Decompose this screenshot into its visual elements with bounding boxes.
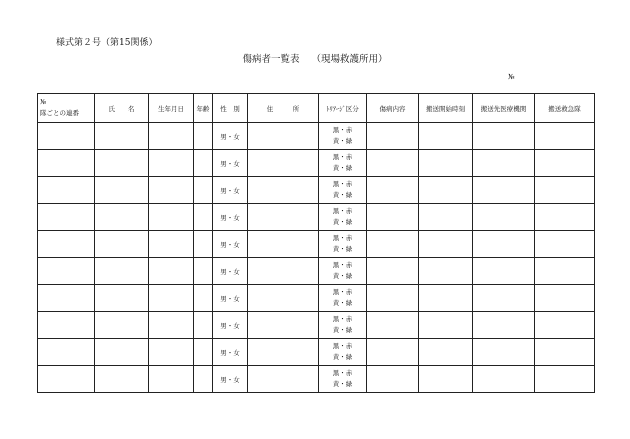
- cell-sex[interactable]: 男・女: [213, 366, 248, 393]
- header-transport-team: 搬送救急隊: [535, 94, 595, 123]
- cell-name[interactable]: [95, 339, 149, 366]
- cell-sex[interactable]: 男・女: [213, 204, 248, 231]
- triage-option-2: 黄・緑: [332, 164, 353, 172]
- cell-destination[interactable]: [473, 177, 535, 204]
- cell-address[interactable]: [248, 285, 319, 312]
- cell-sex[interactable]: 男・女: [213, 258, 248, 285]
- cell-serial[interactable]: [38, 204, 95, 231]
- cell-dob[interactable]: [149, 231, 194, 258]
- cell-injury[interactable]: [367, 150, 419, 177]
- cell-address[interactable]: [248, 123, 319, 150]
- cell-name[interactable]: [95, 285, 149, 312]
- header-dob: 生年月日: [149, 94, 194, 123]
- cell-transport-start[interactable]: [419, 312, 473, 339]
- cell-transport-team[interactable]: [535, 177, 595, 204]
- cell-transport-team[interactable]: [535, 231, 595, 258]
- cell-sex[interactable]: 男・女: [213, 177, 248, 204]
- header-address: 住 所: [248, 94, 319, 123]
- cell-dob[interactable]: [149, 339, 194, 366]
- cell-address[interactable]: [248, 339, 319, 366]
- triage-option-1: 黒・赤: [332, 234, 353, 242]
- cell-destination[interactable]: [473, 366, 535, 393]
- table-row: [38, 285, 595, 312]
- triage-option-2: 黄・緑: [332, 353, 353, 361]
- cell-dob[interactable]: [149, 150, 194, 177]
- header-sex: 性 別: [213, 94, 248, 123]
- cell-age[interactable]: [194, 339, 213, 366]
- cell-transport-start[interactable]: [419, 339, 473, 366]
- header-triage: ﾄﾘｱｰｼﾞ区分: [319, 94, 367, 123]
- cell-address[interactable]: [248, 231, 319, 258]
- cell-age[interactable]: [194, 177, 213, 204]
- document-title: [0, 51, 630, 65]
- cell-address[interactable]: [248, 204, 319, 231]
- header-injury: 傷病内容: [367, 94, 419, 123]
- table-header-row: [38, 94, 595, 123]
- cell-transport-team[interactable]: [535, 285, 595, 312]
- table-row: [38, 258, 595, 285]
- triage-option-2: 黄・緑: [332, 191, 353, 199]
- cell-serial[interactable]: [38, 231, 95, 258]
- cell-dob[interactable]: [149, 366, 194, 393]
- subtitle-text: （現場救護所用）: [311, 54, 388, 65]
- cell-age[interactable]: [194, 123, 213, 150]
- cell-sex[interactable]: 男・女: [213, 285, 248, 312]
- header-name: 氏 名: [95, 94, 149, 123]
- cell-transport-start[interactable]: [419, 285, 473, 312]
- cell-transport-team[interactable]: [535, 366, 595, 393]
- cell-address[interactable]: [248, 177, 319, 204]
- cell-age[interactable]: [194, 258, 213, 285]
- table-row: [38, 204, 595, 231]
- cell-serial[interactable]: [38, 177, 95, 204]
- cell-injury[interactable]: [367, 231, 419, 258]
- cell-name[interactable]: [95, 204, 149, 231]
- triage-option-1: 黒・赤: [332, 369, 353, 377]
- cell-age[interactable]: [194, 285, 213, 312]
- header-serial-label: 隊ごとの連番: [40, 109, 79, 117]
- cell-triage[interactable]: [319, 285, 367, 312]
- cell-dob[interactable]: [149, 312, 194, 339]
- cell-name[interactable]: [95, 177, 149, 204]
- cell-transport-start[interactable]: [419, 366, 473, 393]
- table-row: [38, 366, 595, 393]
- cell-serial[interactable]: [38, 366, 95, 393]
- cell-dob[interactable]: [149, 204, 194, 231]
- cell-dob[interactable]: [149, 258, 194, 285]
- cell-triage[interactable]: [319, 123, 367, 150]
- table-row: [38, 339, 595, 366]
- cell-age[interactable]: [194, 366, 213, 393]
- triage-option-2: 黄・緑: [332, 218, 353, 226]
- cell-triage[interactable]: [319, 231, 367, 258]
- cell-destination[interactable]: [473, 258, 535, 285]
- header-transport-start: 搬送開始時刻: [419, 94, 473, 123]
- cell-serial[interactable]: [38, 150, 95, 177]
- cell-triage[interactable]: [319, 150, 367, 177]
- cell-address[interactable]: [248, 366, 319, 393]
- cell-age[interactable]: [194, 150, 213, 177]
- form-number: 様式第２号（第15関係）: [56, 38, 158, 48]
- cell-dob[interactable]: [149, 177, 194, 204]
- cell-injury[interactable]: [367, 258, 419, 285]
- cell-age[interactable]: [194, 312, 213, 339]
- cell-serial[interactable]: [38, 312, 95, 339]
- cell-dob[interactable]: [149, 123, 194, 150]
- cell-address[interactable]: [248, 312, 319, 339]
- cell-address[interactable]: [248, 150, 319, 177]
- cell-triage[interactable]: [319, 312, 367, 339]
- triage-option-1: 黒・赤: [332, 207, 353, 215]
- cell-destination[interactable]: [473, 123, 535, 150]
- table-row: [38, 231, 595, 258]
- cell-injury[interactable]: [367, 366, 419, 393]
- triage-option-1: 黒・赤: [332, 288, 353, 296]
- triage-option-1: 黒・赤: [332, 153, 353, 161]
- cell-transport-team[interactable]: [535, 339, 595, 366]
- triage-option-2: 黄・緑: [332, 299, 353, 307]
- header-destination: 搬送先医療機関: [473, 94, 535, 123]
- cell-address[interactable]: [248, 258, 319, 285]
- cell-destination[interactable]: [473, 150, 535, 177]
- cell-serial[interactable]: [38, 285, 95, 312]
- cell-transport-team[interactable]: [535, 312, 595, 339]
- cell-destination[interactable]: [473, 312, 535, 339]
- cell-transport-team[interactable]: [535, 258, 595, 285]
- cell-dob[interactable]: [149, 285, 194, 312]
- cell-transport-team[interactable]: [535, 123, 595, 150]
- table-row: [38, 123, 595, 150]
- cell-transport-start[interactable]: [419, 177, 473, 204]
- cell-triage[interactable]: [319, 177, 367, 204]
- triage-option-2: 黄・緑: [332, 245, 353, 253]
- cell-serial[interactable]: [38, 339, 95, 366]
- cell-name[interactable]: [95, 312, 149, 339]
- cell-destination[interactable]: [473, 339, 535, 366]
- triage-option-1: 黒・赤: [332, 261, 353, 269]
- cell-destination[interactable]: [473, 285, 535, 312]
- cell-triage[interactable]: [319, 204, 367, 231]
- sheet-number-label: №: [508, 73, 515, 81]
- cell-name[interactable]: [95, 150, 149, 177]
- table-row: [38, 150, 595, 177]
- cell-sex[interactable]: 男・女: [213, 339, 248, 366]
- cell-injury[interactable]: [367, 123, 419, 150]
- cell-triage[interactable]: [319, 258, 367, 285]
- cell-transport-team[interactable]: [535, 204, 595, 231]
- cell-transport-start[interactable]: [419, 150, 473, 177]
- cell-transport-start[interactable]: [419, 258, 473, 285]
- cell-name[interactable]: [95, 258, 149, 285]
- cell-sex[interactable]: 男・女: [213, 123, 248, 150]
- cell-age[interactable]: [194, 231, 213, 258]
- triage-option-2: 黄・緑: [332, 326, 353, 334]
- cell-destination[interactable]: [473, 204, 535, 231]
- cell-injury[interactable]: [367, 204, 419, 231]
- triage-option-1: 黒・赤: [332, 342, 353, 350]
- header-serial-no: №: [40, 98, 47, 106]
- title-text: 傷病者一覧表: [242, 54, 300, 65]
- triage-option-1: 黒・赤: [332, 126, 353, 134]
- cell-name[interactable]: [95, 366, 149, 393]
- cell-transport-team[interactable]: [535, 150, 595, 177]
- triage-option-2: 黄・緑: [332, 272, 353, 280]
- cell-sex[interactable]: 男・女: [213, 231, 248, 258]
- cell-name[interactable]: [95, 123, 149, 150]
- table-row: [38, 177, 595, 204]
- cell-serial[interactable]: [38, 258, 95, 285]
- triage-option-2: 黄・緑: [332, 380, 353, 388]
- cell-sex[interactable]: 男・女: [213, 150, 248, 177]
- cell-triage[interactable]: [319, 366, 367, 393]
- cell-transport-start[interactable]: [419, 123, 473, 150]
- cell-triage[interactable]: [319, 339, 367, 366]
- cell-transport-start[interactable]: [419, 231, 473, 258]
- cell-transport-start[interactable]: [419, 204, 473, 231]
- triage-option-1: 黒・赤: [332, 180, 353, 188]
- cell-sex[interactable]: 男・女: [213, 312, 248, 339]
- cell-serial[interactable]: [38, 123, 95, 150]
- header-serial: [38, 94, 95, 123]
- cell-injury[interactable]: [367, 339, 419, 366]
- cell-injury[interactable]: [367, 177, 419, 204]
- cell-name[interactable]: [95, 231, 149, 258]
- casualty-table: [37, 93, 595, 393]
- cell-age[interactable]: [194, 204, 213, 231]
- triage-option-2: 黄・緑: [332, 137, 353, 145]
- triage-option-1: 黒・赤: [332, 315, 353, 323]
- cell-injury[interactable]: [367, 312, 419, 339]
- cell-destination[interactable]: [473, 231, 535, 258]
- cell-injury[interactable]: [367, 285, 419, 312]
- table-row: [38, 312, 595, 339]
- header-age: 年齢: [194, 94, 213, 123]
